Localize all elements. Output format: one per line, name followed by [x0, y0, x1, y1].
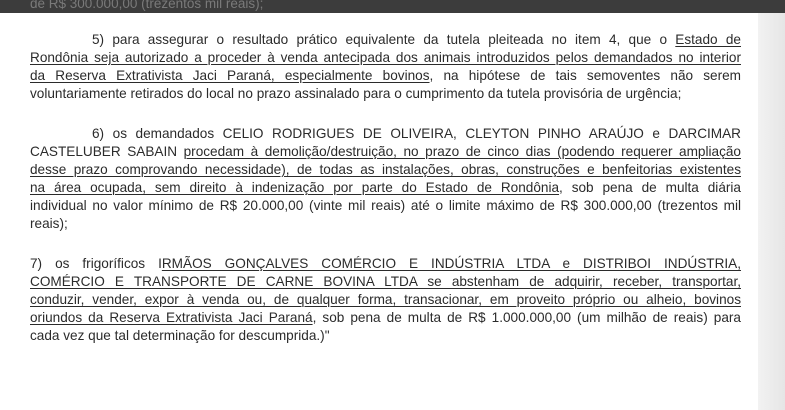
p6-line	[30, 162, 741, 178]
text-run: 5) para assegurar o resultado prático equivalente da tutela pleiteada no item 4, que o	[92, 32, 676, 47]
underlined-text: na área ocupada, sem direito à indenização por parte do Estado de Rondônia	[30, 180, 560, 195]
underlined-text: Rondônia seja autorizado a proceder à venda antecipada dos animais introduzidos pelos demandados no interior	[30, 50, 741, 65]
p7-line	[30, 274, 741, 290]
page-edge-shadow	[758, 13, 785, 410]
text-run: , sob pena de multa de R$ 1.000.000,00 (um milhão de reais) para	[312, 310, 741, 325]
text-run: 6) os demandados CELIO RODRIGUES DE OLIVEIRA, CLEYTON PINHO ARAÚJO e DARCIMAR	[92, 126, 741, 141]
text-run: cada vez que tal determinação for descumprida.)"	[30, 328, 330, 343]
text-run: CASTELUBER SABAIN	[30, 144, 184, 159]
underlined-text: oriundos da Reserva Extrativista Jaci Paraná	[30, 310, 313, 325]
p5-line	[30, 50, 741, 66]
underlined-text: da Reserva Extrativista Jaci Paraná, especialmente bovinos	[30, 68, 430, 83]
p5-line	[92, 32, 741, 48]
underlined-text: RMÃOS GONÇALVES COMÉRCIO E INDÚSTRIA LTDA e DISTRIBOI INDÚSTRIA,	[161, 256, 742, 271]
p7-line	[30, 310, 741, 326]
underlined-text: procedam à demolição/destruição, no prazo de cinco dias (podendo requerer ampliação	[183, 144, 741, 159]
text-run: voluntariamente retirados do local no prazo assinalado para o cumprimento da tutela provisória de urgência;	[30, 86, 682, 101]
text-run: individual no valor mínimo de R$ 20.000,00 (vinte mil reais) até o limite máximo de R$ 300.000,00 (trezentos mil	[30, 198, 741, 213]
p5-line	[30, 68, 741, 84]
p6-line	[92, 126, 741, 142]
underlined-text: conduzir, vender, expor à venda ou, de qualquer forma, transacionar, em proveito próprio ou alheio, bovinos	[30, 292, 741, 307]
cut-off-previous-line: de R$ 300.000,00 (trezentos mil reais);	[30, 0, 264, 11]
p6-line	[30, 198, 741, 214]
p7-line	[30, 292, 741, 308]
p6-line	[30, 180, 741, 196]
underlined-text: COMÉRCIO E TRANSPORTE DE CARNE BOVINA LTDA se abstenham de adquirir, receber, transportar,	[30, 274, 741, 289]
text-run: reais);	[30, 216, 68, 231]
text-run: , na hipótese de tais semoventes não serem	[429, 68, 741, 83]
underlined-text: desse prazo comprovando necessidade), de todas as instalações, obras, construções e benfeitorias existentes	[30, 162, 741, 177]
p5-line	[30, 86, 681, 102]
text-run: 7) os frigoríficos I	[30, 256, 162, 271]
text-run: , sob pena de multa diária	[559, 180, 741, 195]
p6-line	[30, 144, 741, 160]
p7-line	[30, 328, 330, 344]
p6-line	[30, 216, 68, 232]
p7-line	[30, 256, 741, 272]
underlined-text: Estado de	[675, 32, 741, 47]
